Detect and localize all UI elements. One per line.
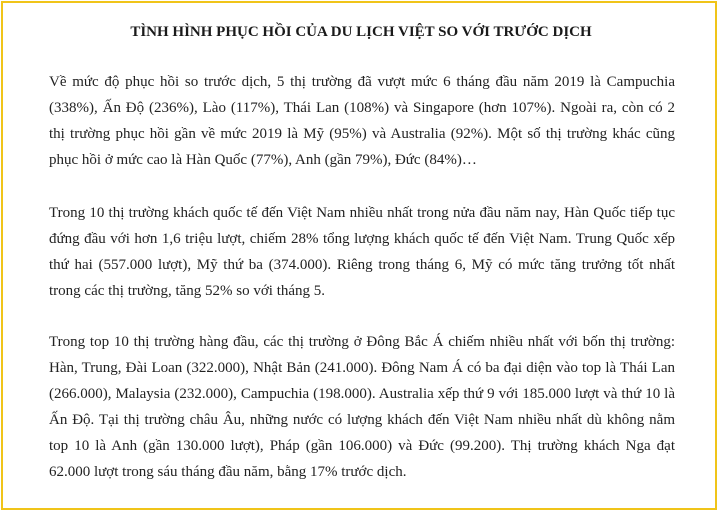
paragraph-recovery: Về mức độ phục hồi so trước dịch, 5 thị trường đã vượt mức 6 tháng đầu năm 2019 là Campuchia (338%), Ấn Độ (236%), Lào (117%), Thái Lan (108%) và Singapore (hơn 107%). Ngoài ra, còn có 2 thị trường phục hồi gần về mức 2019 là Mỹ (95%) và Australia (92%). Một số thị trường khác cũng phục hồi ở mức cao là Hàn Quốc (77%), Anh (gần 79%), Đức (84%)…	[49, 74, 675, 168]
document-title: TÌNH HÌNH PHỤC HỒI CỦA DU LỊCH VIỆT SO VỚI TRƯỚC DỊCH	[130, 24, 592, 40]
paragraph-top-markets: Trong 10 thị trường khách quốc tế đến Việt Nam nhiều nhất trong nửa đầu năm nay, Hàn Quốc tiếp tục đứng đầu với hơn 1,6 triệu lượt, chiếm 28% tổng lượng khách quốc tế đến Việt Nam. Trung Quốc xếp thứ hai (557.000 lượt), Mỹ thứ ba (374.000). Riêng trong tháng 6, Mỹ có mức tăng trưởng tốt nhất trong các thị trường, tăng 52% so với tháng 5.	[49, 205, 675, 299]
paragraph-regions: Trong top 10 thị trường hàng đầu, các thị trường ở Đông Bắc Á chiếm nhiều nhất với bốn thị trường: Hàn, Trung, Đài Loan (322.000), Nhật Bản (241.000). Đông Nam Á có ba đại diện vào top là Thái Lan (266.000), Malaysia (232.000), Campuchia (198.000). Australia xếp thứ 9 với 185.000 lượt và thứ 10 là Ấn Độ. Tại thị trường châu Âu, những nước có lượng khách đến Việt Nam nhiều nhất dù không nằm top 10 là Anh (gần 130.000 lượt), Pháp (gần 106.000) và Đức (99.200). Thị trường khách Nga đạt 62.000 lượt trong sáu tháng đầu năm, bằng 17% trước dịch.	[49, 334, 675, 480]
document-frame	[1, 1, 717, 510]
